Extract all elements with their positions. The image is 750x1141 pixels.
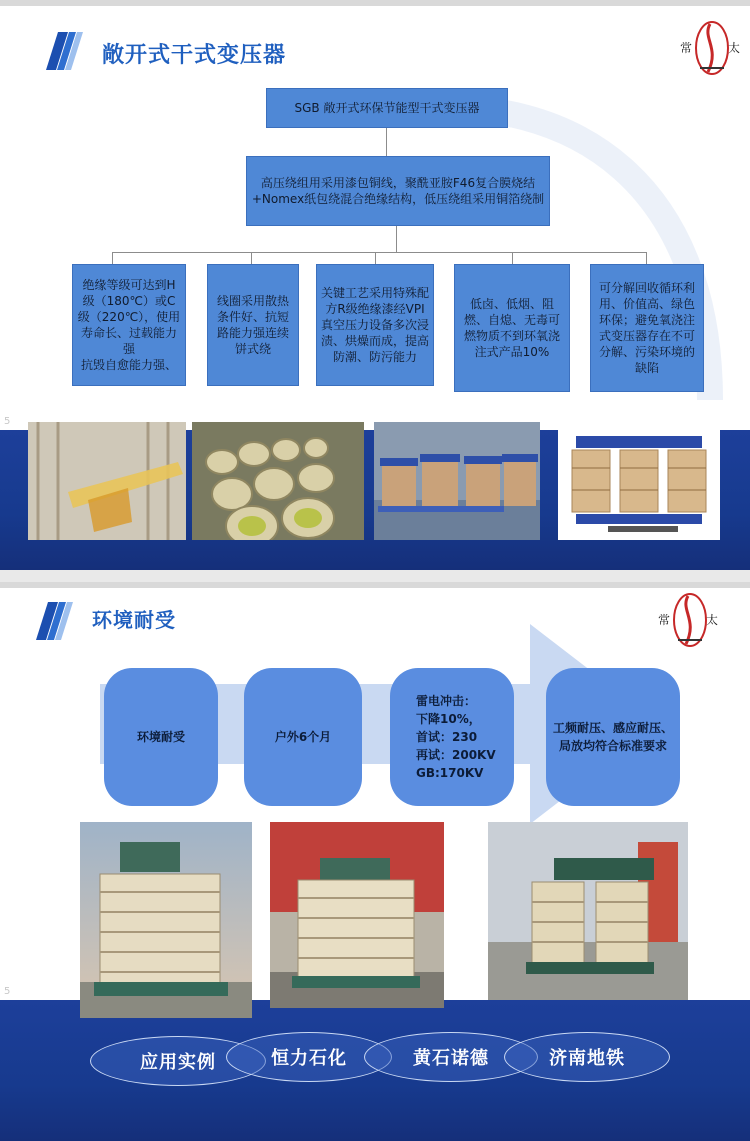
title-stripes-icon	[34, 600, 74, 642]
outdoor-test-transformer-1-art	[80, 822, 252, 1018]
page-title: 环境耐受	[92, 608, 176, 632]
svg-text:太: 太	[706, 613, 718, 627]
connector-line	[646, 252, 647, 264]
outdoor-test-transformer-2	[270, 822, 444, 1008]
feature-box-coil: 线圈采用散热条件好、抗短路能力强连续饼式绕	[207, 264, 299, 386]
svg-text:常: 常	[680, 41, 693, 55]
connector-line	[375, 252, 376, 264]
applications-label-oval: 应用实例	[90, 1036, 266, 1086]
page-number: 5	[4, 986, 11, 997]
winding-description-box: 高压绕组用采用漆包铜线，聚酰亚胺F46复合膜烧结+Nomex纸包绕混合绝缘结构，低压绕组采用铜箔绕制	[246, 156, 550, 226]
step-environment: 环境耐受	[104, 668, 218, 806]
connector-line	[386, 128, 387, 156]
svg-text:太: 太	[728, 41, 740, 55]
slide-open-type-transformer	[0, 0, 750, 570]
company-logo	[658, 590, 718, 650]
title-stripes-icon	[44, 30, 84, 72]
top-strip	[0, 0, 750, 6]
application-jinan-metro-oval: 济南地铁	[504, 1032, 670, 1082]
finished-transformer-photo-art	[558, 428, 720, 540]
coil-rows-photo-art	[192, 422, 364, 540]
winding-tape-photo-art	[28, 422, 186, 540]
connector-line	[251, 252, 252, 264]
outdoor-test-transformer-1	[80, 822, 252, 1018]
feature-box-fire-safety: 低卤、低烟、阻燃、自熄、无毒可燃物质不到环氧浇注式产品10%	[454, 264, 570, 392]
company-logo	[680, 18, 740, 78]
winding-tape-photo	[28, 422, 186, 540]
feature-box-process: 关键工艺采用特殊配方R级绝缘漆经VPI真空压力设备多次浸渍、烘燥而成，提高防潮、防污能力	[316, 264, 434, 386]
factory-transformers-photo-art	[374, 422, 540, 540]
product-name-box: SGB 敞开式环保节能型干式变压器	[266, 88, 508, 128]
step-withstand-test: 工频耐压、感应耐压、局放均符合标准要求	[546, 668, 680, 806]
outdoor-test-transformer-2-art	[270, 822, 444, 1008]
finished-transformer-photo	[558, 428, 720, 540]
svg-text:常: 常	[658, 613, 671, 627]
page-number: 5	[4, 416, 11, 427]
slide-environment-tolerance	[0, 582, 750, 1141]
connector-line	[512, 252, 513, 264]
indoor-test-transformer-art	[488, 822, 688, 1000]
connector-bar	[112, 252, 646, 253]
indoor-test-transformer	[488, 822, 688, 1000]
application-huangshi-oval: 黄石诺德	[364, 1032, 538, 1082]
connector-line	[396, 226, 397, 252]
top-strip	[0, 582, 750, 588]
factory-transformers-photo	[374, 422, 540, 540]
step-outdoor-six-months: 户外6个月	[244, 668, 362, 806]
connector-line	[112, 252, 113, 264]
step-lightning-impulse: 雷电冲击： 下降10%， 首试：230 再试：200KV GB:170KV	[390, 668, 514, 806]
application-hengli-oval: 恒力石化	[226, 1032, 392, 1082]
coil-rows-photo	[192, 422, 364, 540]
feature-box-insulation: 绝缘等级可达到H级（180℃）或C级（220℃），使用寿命长、过载能力强 抗毁自愈能力强、	[72, 264, 186, 386]
feature-box-recycling: 可分解回收循环利用、价值高、绿色环保；避免氧浇注式变压器存在不可分解、污染环境的缺陷	[590, 264, 704, 392]
page-title: 敞开式干式变压器	[102, 43, 287, 68]
